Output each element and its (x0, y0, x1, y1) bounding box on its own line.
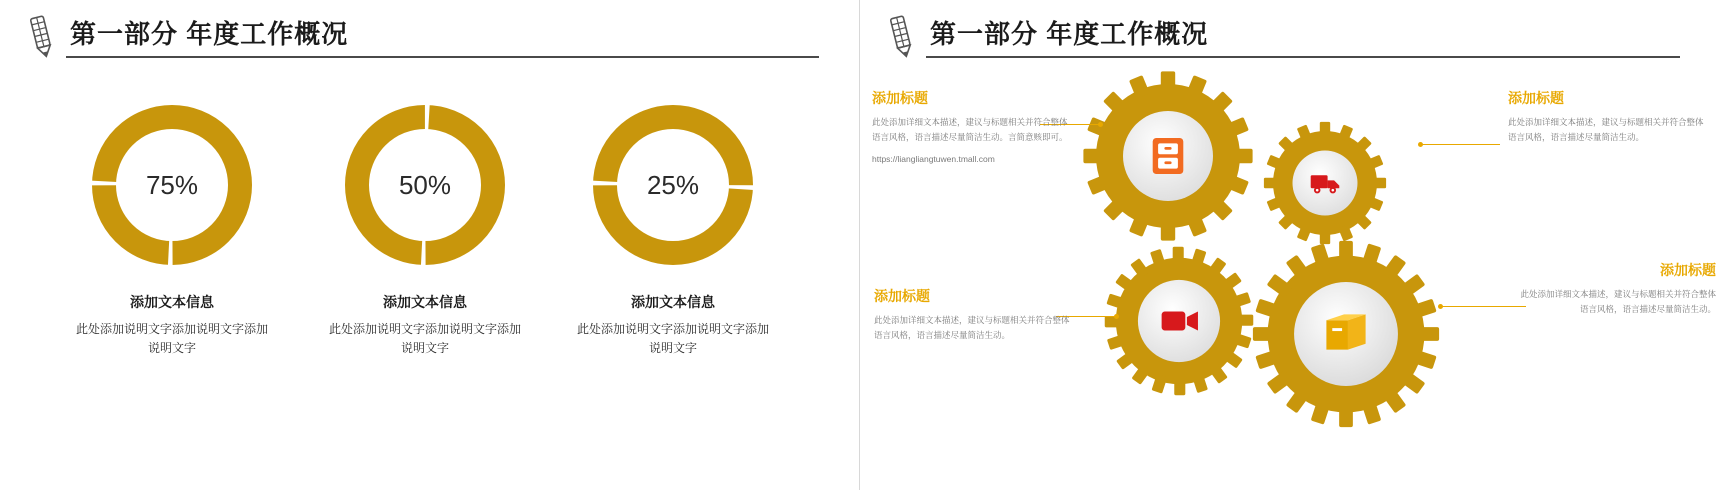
connector-dot (1114, 314, 1119, 319)
block-body: 此处添加详细文本描述，建议与标题相关并符合整体语言风格，语言描述尽量简洁生动。 (1520, 289, 1716, 314)
connector-line (1420, 144, 1500, 145)
connector-dot (1438, 304, 1443, 309)
gear-bottom-right[interactable] (1248, 236, 1444, 432)
donut-description: 此处添加说明文字添加说明文字添加说明文字 (576, 322, 769, 355)
text-block-top-left (872, 88, 1068, 167)
block-title: 添加标题 (872, 90, 928, 106)
donut-chart (340, 100, 510, 270)
donut-description: 此处添加说明文字添加说明文字添加说明文字 (75, 322, 268, 355)
slide-header (24, 10, 819, 66)
connector-dot (1418, 142, 1423, 147)
donut-caption: 添加文本信息 (130, 294, 214, 310)
header-divider (926, 56, 1680, 58)
donut-chart (87, 100, 257, 270)
gear-bottom-left[interactable] (1100, 242, 1258, 400)
pencil-icon (884, 14, 918, 60)
donut-chart-row (0, 100, 860, 430)
block-link[interactable]: https://liangliangtuwen.tmall.com (872, 153, 995, 164)
donut-caption: 添加文本信息 (631, 294, 715, 310)
donut-item (548, 100, 798, 357)
text-block-bottom-left (874, 286, 1070, 343)
box-icon (1326, 314, 1365, 349)
pencil-icon (24, 14, 58, 60)
block-title: 添加标题 (874, 288, 930, 304)
gear-top-right[interactable] (1260, 118, 1390, 248)
donut-percent-label: 50% (398, 169, 452, 200)
donut-caption: 添加文本信息 (383, 294, 467, 310)
block-body: 此处添加详细文本描述，建议与标题相关并符合整体语言风格，语言描述尽量简洁生动。 (874, 315, 1070, 340)
block-body: 此处添加详细文本描述，建议与标题相关并符合整体语言风格，语言描述尽量简洁生动。 (1508, 117, 1704, 142)
connector-dot (1098, 122, 1103, 127)
text-block-top-right (1508, 88, 1704, 145)
text-block-bottom-right (1520, 260, 1716, 317)
header-divider (66, 56, 819, 58)
video-camera-icon (1162, 312, 1198, 331)
gear-diagram (860, 64, 1720, 484)
donut-description: 此处添加说明文字添加说明文字添加说明文字 (328, 322, 521, 355)
slide-header (884, 10, 1680, 66)
block-body: 此处添加详细文本描述，建议与标题相关并符合整体语言风格，语言描述尽量简洁生动。言简意赅即可。 (872, 117, 1068, 142)
page-title: 第一部分 年度工作概况 (70, 19, 349, 49)
donut-percent-label: 25% (646, 169, 700, 200)
donut-item (300, 100, 550, 357)
donut-chart (588, 100, 758, 270)
block-title: 添加标题 (1660, 262, 1716, 278)
gear-top-left[interactable] (1078, 66, 1258, 246)
slide-gears (860, 0, 1720, 490)
block-title: 添加标题 (1508, 90, 1564, 106)
connector-line (1440, 306, 1526, 307)
cabinet-icon (1153, 138, 1184, 174)
page-title: 第一部分 年度工作概况 (930, 19, 1209, 49)
donut-percent-label: 75% (145, 169, 199, 200)
donut-item (47, 100, 297, 357)
